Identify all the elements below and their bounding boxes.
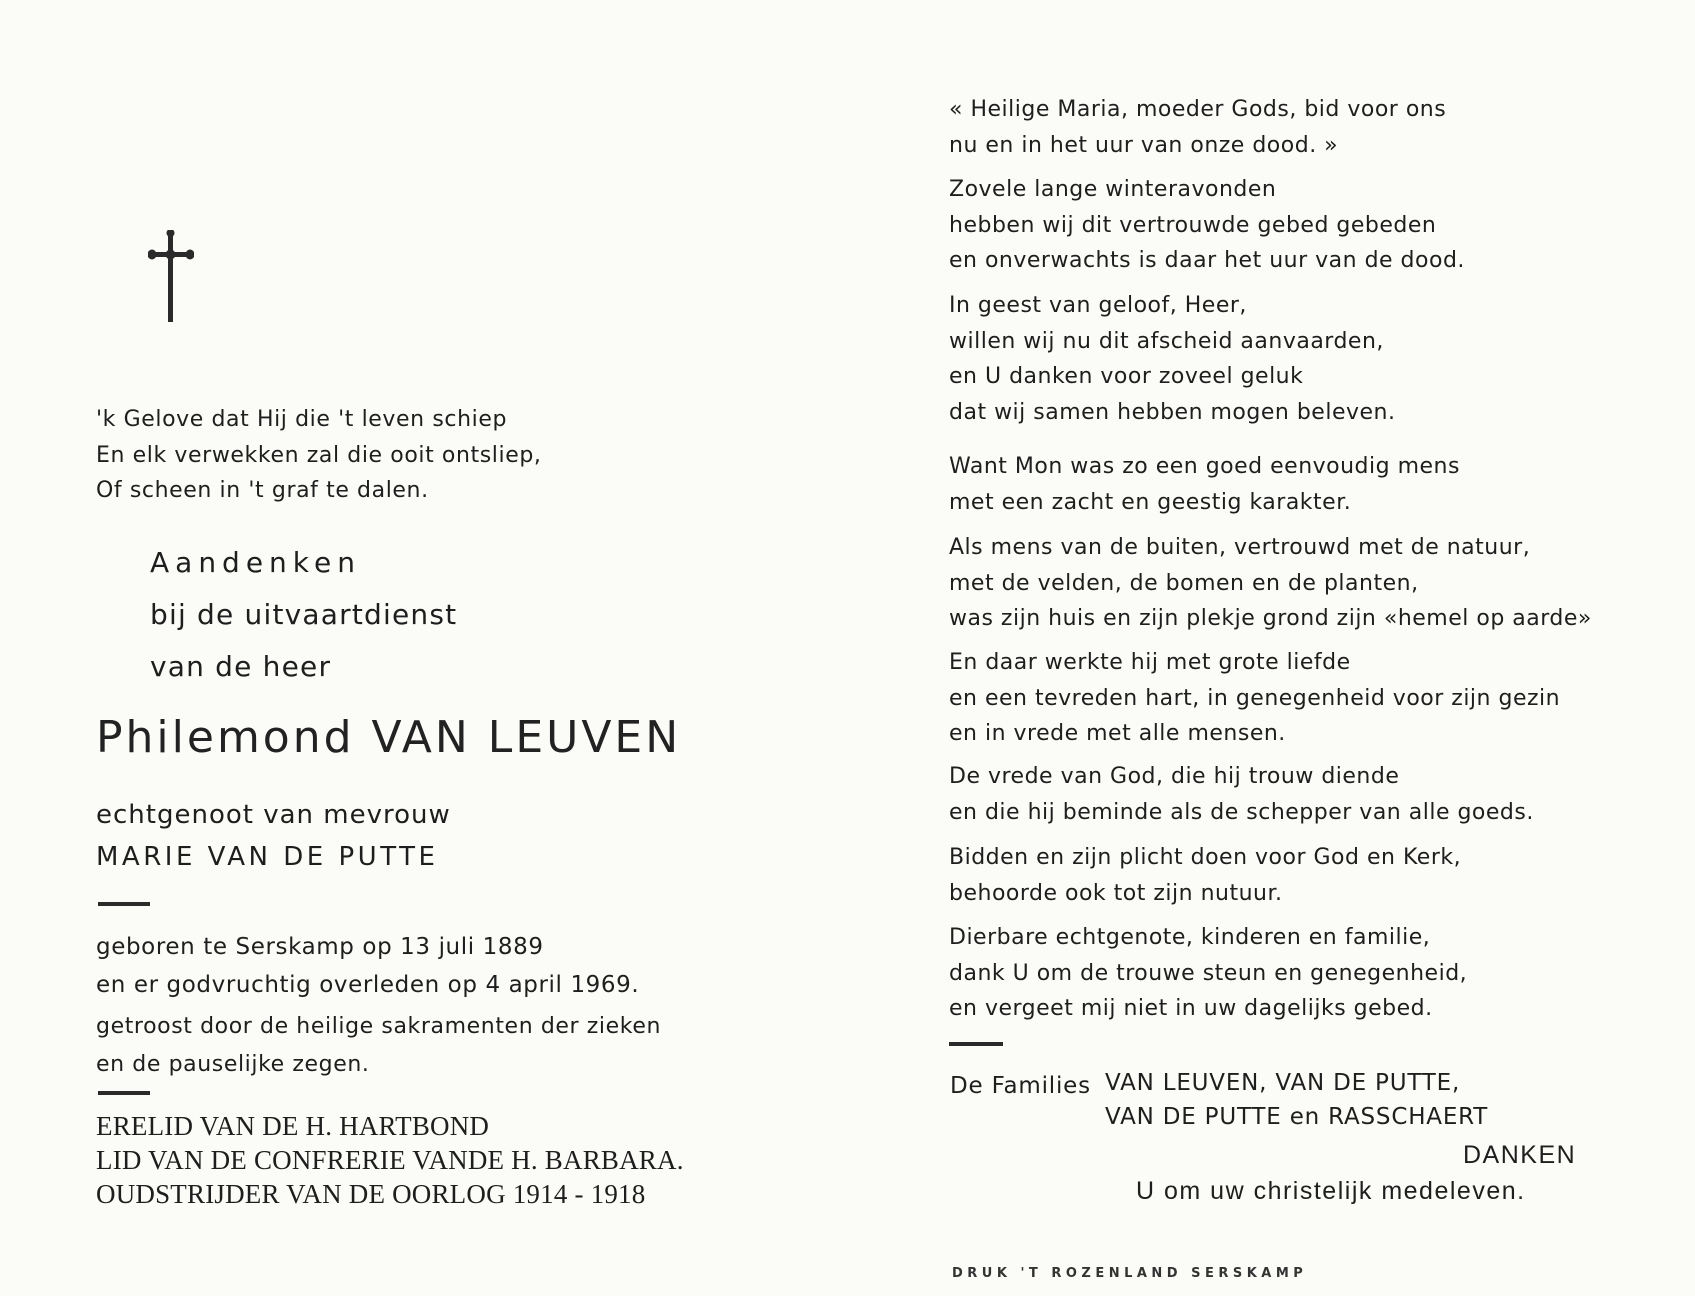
- birth-line: geboren te Serskamp op 13 juli 1889: [96, 934, 544, 960]
- verse-line: dat wij samen hebben mogen beleven.: [949, 399, 1396, 425]
- death-line: en er godvruchtig overleden op 4 april 1969.: [96, 972, 640, 998]
- verse-block: [949, 92, 1446, 163]
- verse-line: en U danken voor zoveel geluk: [949, 364, 1304, 389]
- title-line: ERELID VAN DE H. HARTBOND: [96, 1111, 490, 1141]
- verse-line: en vergeet mij niet in uw dagelijks gebed.: [949, 996, 1433, 1021]
- verse-line: Als mens van de buiten, vertrouwd met de natuur,: [949, 535, 1531, 560]
- title-line: LID VAN DE CONFRERIE VANDE H. BARBARA.: [96, 1145, 684, 1175]
- verse-block: [949, 645, 1560, 752]
- verse-line: Dierbare echtgenote, kinderen en familie,: [949, 925, 1431, 950]
- heading-line: bij de uitvaartdienst: [150, 598, 458, 631]
- verse-line: nu en in het uur van onze dood. »: [949, 132, 1339, 158]
- divider: [98, 902, 150, 906]
- verse-line: en onverwachts is daar het uur van de dood.: [949, 248, 1465, 273]
- verse-line: en die hij beminde als de schepper van alle goeds.: [949, 799, 1534, 825]
- verse-line: en een tevreden hart, in genegenheid voor zijn gezin: [949, 685, 1561, 711]
- verse-line: met de velden, de bomen en de planten,: [949, 570, 1419, 596]
- sacraments-line: en de pauselijke zegen.: [96, 1052, 370, 1077]
- verse-block: [949, 449, 1460, 520]
- spouse-intro: echtgenoot van mevrouw: [96, 800, 451, 830]
- verse-block: [949, 920, 1467, 1027]
- divider: [949, 1042, 1003, 1046]
- verse-line: « Heilige Maria, moeder Gods, bid voor ons: [949, 97, 1447, 122]
- verse-line: Bidden en zijn plicht doen voor God en Kerk,: [949, 845, 1462, 870]
- verse-line: dank U om de trouwe steun en genegenheid,: [949, 960, 1468, 986]
- verse-block: [949, 172, 1465, 279]
- printer-credit: DRUK 'T ROZENLAND SERSKAMP: [952, 1266, 1308, 1281]
- life-dates: [96, 928, 639, 1004]
- verse-line: De vrede van God, die hij trouw diende: [949, 764, 1400, 789]
- verse-line: hebben wij dit vertrouwde gebed gebeden: [949, 212, 1437, 238]
- cross-icon: [148, 230, 194, 322]
- verse-block: [949, 840, 1461, 911]
- poem-line: En elk verwekken zal die ooit ontsliep,: [96, 442, 542, 468]
- verse-line: In geest van geloof, Heer,: [949, 293, 1247, 318]
- families-line: VAN LEUVEN, VAN DE PUTTE,: [1105, 1070, 1461, 1096]
- honorary-titles: [96, 1109, 684, 1211]
- poem-line: 'k Gelove dat Hij die 't leven schiep: [96, 407, 508, 432]
- verse-line: Zovele lange winteravonden: [949, 177, 1277, 202]
- deceased-name: Philemond VAN LEUVEN: [96, 712, 682, 763]
- title-line: OUDSTRIJDER VAN DE OORLOG 1914 - 1918: [96, 1179, 646, 1209]
- verse-line: Want Mon was zo een goed eenvoudig mens: [949, 454, 1460, 479]
- thanks-line: U om uw christelijk medeleven.: [1136, 1177, 1526, 1205]
- heading-line: Aandenken: [150, 546, 361, 579]
- spouse-name: MARIE VAN DE PUTTE: [96, 842, 439, 872]
- sacraments-line: getroost door de heilige sakramenten der zieken: [96, 1014, 661, 1039]
- families-line: VAN DE PUTTE en RASSCHAERT: [1105, 1104, 1489, 1130]
- verse-line: en in vrede met alle mensen.: [949, 721, 1286, 746]
- divider: [98, 1091, 150, 1095]
- spouse-block: [96, 794, 451, 878]
- verse-line: willen wij nu dit afscheid aanvaarden,: [949, 328, 1384, 354]
- verse-line: was zijn huis en zijn plekje grond zijn «hemel op aarde»: [949, 606, 1592, 631]
- verse-line: met een zacht en geestig karakter.: [949, 489, 1352, 515]
- verse-block: [949, 759, 1534, 830]
- verse-block: [949, 530, 1592, 637]
- poem-line: Of scheen in 't graf te dalen.: [96, 478, 429, 503]
- remembrance-heading: [150, 537, 457, 693]
- verse-line: behoorde ook tot zijn nutuur.: [949, 880, 1283, 906]
- families-label: De Families: [950, 1073, 1091, 1099]
- verse-block: [949, 288, 1395, 430]
- sacraments-text: [96, 1008, 661, 1084]
- verse-line: En daar werkte hij met grote liefde: [949, 650, 1351, 675]
- heading-line: van de heer: [150, 650, 332, 683]
- faith-poem: [96, 402, 542, 509]
- danken-text: DANKEN: [1463, 1141, 1577, 1169]
